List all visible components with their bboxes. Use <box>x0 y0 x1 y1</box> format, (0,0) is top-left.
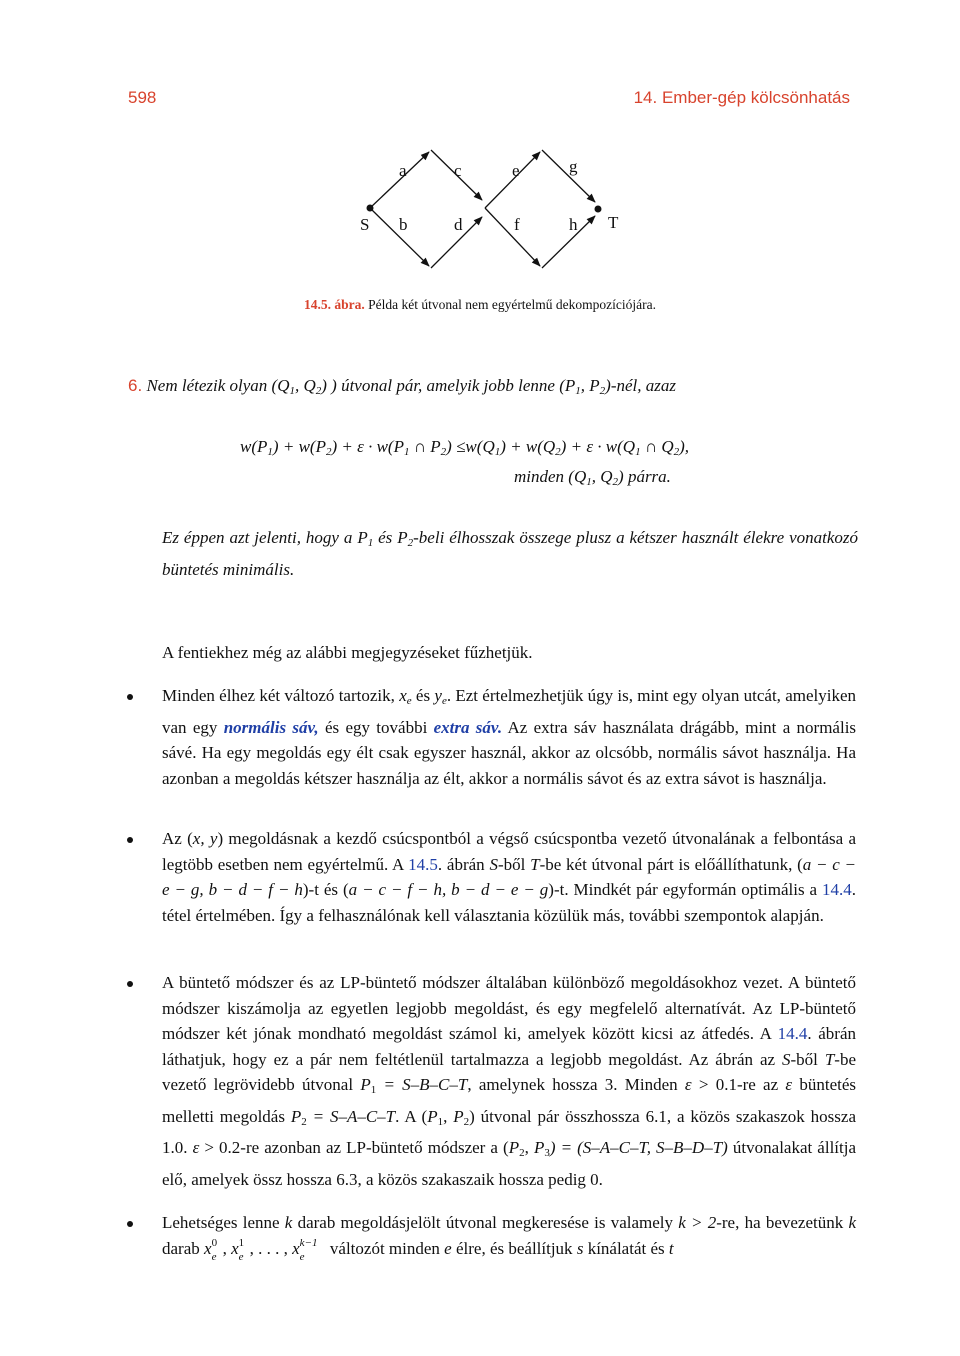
b3-text-3: -ből <box>790 1049 818 1069</box>
var-s: S <box>489 854 498 874</box>
caption-text: Példa két útvonal nem egyértelmű dekompozíciójára. <box>368 297 657 312</box>
b3-text-9: ) útvonal pár összhossza 6.1, a közös szakaszok hossza 1.0. <box>162 1106 857 1157</box>
sup-0: 0 <box>211 1236 218 1249</box>
b1-text-1: Minden élhez két változó tartozik, <box>162 686 395 705</box>
paren: ( <box>387 437 394 456</box>
sub-1: 1 <box>586 476 592 488</box>
b4-text-6: élre, és beállítjuk <box>455 1238 573 1258</box>
var-t: T <box>530 854 540 874</box>
b2-text-7: )-t. Mindkét pár egyformán optimális a <box>548 880 818 899</box>
b2-text-4: -ből <box>497 854 526 874</box>
var-p: P <box>315 437 326 456</box>
sub-1: 1 <box>403 446 410 458</box>
var-w: w <box>240 437 252 456</box>
sub-2: 2 <box>555 446 561 458</box>
sub-2: 2 <box>407 537 414 549</box>
var-p: P <box>397 528 408 547</box>
var-epsilon: ε <box>357 437 364 456</box>
path-pair-1: a − c − e − g, b − d − f − h <box>162 854 856 899</box>
var-xy: x, y <box>192 829 218 848</box>
b1-text-2: . Ezt értelmezhetjük úgy is, mint egy olyan utcát, amelyiken van egy <box>162 686 857 737</box>
node-label-g: g <box>569 157 578 176</box>
var-epsilon: ε <box>785 1075 793 1094</box>
var-w: w <box>525 437 538 456</box>
paren: ) <box>560 437 567 456</box>
comma: , <box>524 1138 529 1157</box>
b3-text-11: útvonalakat állítja elő, amelyek össz hossza 6.3, a közös szakaszaik hossza pedig 0. <box>162 1138 857 1189</box>
var-p: P <box>427 1106 438 1126</box>
var-p: P <box>564 376 576 395</box>
var-y: y <box>434 686 442 705</box>
sub-1: 1 <box>575 385 581 397</box>
bullet-4-dot <box>127 1221 133 1227</box>
bullet-3 <box>162 970 856 1192</box>
supsub-1 <box>238 1236 250 1263</box>
b2-text-2: ) megoldásnak a kezdő csúcspontból a végső csúcspontba vezető útvonalának a felbontása a legtöbb esetben nem egyértelmű. A <box>162 829 857 874</box>
page-header <box>128 88 850 116</box>
var-epsilon: ε <box>192 1138 200 1157</box>
bullet-1 <box>162 683 856 791</box>
var-q: Q <box>482 437 495 456</box>
var-k: k <box>284 1213 293 1232</box>
formula-line-1 <box>240 437 689 458</box>
b3-text-8: . A ( <box>395 1106 428 1126</box>
term-extra-lane: extra sáv. <box>433 717 503 737</box>
node-t-dot <box>595 206 602 213</box>
b3-text-10: > 0.2-re azonban az LP-büntető módszer a ( <box>204 1138 509 1157</box>
b2-text-1: Az ( <box>162 829 193 848</box>
sub-e: e <box>406 695 412 707</box>
var-p: P <box>393 437 404 456</box>
var-q: Q <box>622 437 636 456</box>
plus: + <box>341 437 353 456</box>
sub-2: 2 <box>301 1115 307 1128</box>
b1-text-4: Az extra sáv használata drágább, mint a normális sávé. Ha egy megoldás egy élt csak egyszer használ, akkor az olcsóbb, normális sávot használja. Ha azonban a megoldás kétszer használja az élt, akkor a normális sávot és az extra sávot is használja. <box>162 717 857 788</box>
expl-text-2: és <box>378 528 393 547</box>
plus: + <box>510 437 522 456</box>
sup-k-minus-1: k−1 <box>299 1236 318 1249</box>
sub-2: 2 <box>325 446 332 458</box>
sup-1: 1 <box>238 1236 245 1249</box>
bullet-4 <box>162 1210 856 1261</box>
paren-comma: ), <box>679 437 690 456</box>
theorem-ref-link[interactable]: 14.4 <box>822 880 852 899</box>
node-label-a: a <box>399 161 407 180</box>
var-p: P <box>257 437 268 456</box>
sub-1: 1 <box>437 1115 444 1128</box>
sub-e: e <box>441 695 447 707</box>
sub-e: e <box>211 1250 217 1263</box>
var-q: Q <box>542 437 556 456</box>
path-pair-2: a − c − f − h, b − d − e − g <box>348 880 549 899</box>
expl-text-1: Ez éppen azt jelenti, hogy a <box>162 528 353 547</box>
var-x: x <box>399 686 407 705</box>
bullet-2-dot <box>127 837 133 843</box>
condition-k: k > 2 <box>678 1213 717 1232</box>
paren: ( <box>476 437 483 456</box>
sub-1: 1 <box>635 446 641 458</box>
plus: + <box>570 437 583 456</box>
node-s-dot <box>367 205 374 212</box>
sub-2: 2 <box>599 385 606 397</box>
comma: , <box>222 1238 227 1258</box>
var-x: x <box>292 1238 300 1258</box>
var-epsilon: ε <box>684 1075 692 1094</box>
path-lp-result: ) = (S–A–C–T, S–B–D–T) <box>549 1138 728 1157</box>
dots: , . . . , <box>249 1238 288 1258</box>
var-w: w <box>376 437 388 456</box>
var-k: k <box>848 1213 857 1232</box>
dot: · <box>368 437 373 456</box>
item6-text-1: Nem létezik olyan ( <box>146 376 278 395</box>
node-label-b: b <box>399 215 408 234</box>
path-graph-figure <box>340 140 640 280</box>
var-q: Q <box>600 467 613 486</box>
sub-e: e <box>238 1250 244 1263</box>
paren: ( <box>309 437 316 456</box>
var-s-lower: s <box>576 1238 584 1258</box>
sub-2: 2 <box>519 1147 525 1159</box>
b1-text-3: és egy további <box>324 717 428 737</box>
b1-es: és <box>415 686 431 705</box>
b4-text-7: kínálatát és <box>587 1238 665 1258</box>
node-label-c: c <box>454 161 462 180</box>
paren: ( <box>537 437 543 456</box>
var-p: P <box>430 437 441 456</box>
term-normal-lane: normális sáv, <box>223 717 319 737</box>
sub-3: 3 <box>544 1147 550 1159</box>
dot: · <box>597 437 602 456</box>
supsub-km1 <box>299 1236 326 1263</box>
sub-2: 2 <box>463 1115 470 1128</box>
b3-text-7: büntetés melletti megoldás <box>162 1075 857 1126</box>
var-t: T <box>824 1049 835 1069</box>
var-p: P <box>589 376 600 395</box>
var-p: P <box>508 1138 520 1157</box>
remarks-intro: A fentiekhez még az alábbi megjegyzéseket fűzhetjük. <box>162 643 533 662</box>
bullet-2 <box>162 826 856 928</box>
b4-text-3: -re, ha bevezetünk <box>716 1213 844 1232</box>
var-s: S <box>782 1049 791 1069</box>
var-p: P <box>290 1106 302 1126</box>
sub-2: 2 <box>440 446 447 458</box>
var-t-lower: t <box>668 1238 674 1258</box>
explanation-paragraph <box>162 525 858 582</box>
node-label-t: T <box>608 213 619 232</box>
b3-text-2: . ábrán láthatjuk, hogy ez a pár nem feltétlenül tartalmazza a legjobb megoldást. Az ábrán az <box>162 1024 857 1069</box>
caption-label: 14.5. ábra. <box>303 297 365 312</box>
chapter-title: 14. Ember-gép kölcsönhatás <box>633 88 850 107</box>
node-label-f: f <box>514 215 520 234</box>
paren: ) <box>272 437 279 456</box>
var-p: P <box>360 1075 371 1094</box>
sub-1: 1 <box>367 537 374 549</box>
formula-line2-post: ) párra. <box>618 467 671 486</box>
var-q: Q <box>573 467 587 486</box>
var-w: w <box>465 437 477 456</box>
sub-1: 1 <box>494 446 501 458</box>
sub-1: 1 <box>289 385 295 397</box>
var-w: w <box>605 437 618 456</box>
sub-2: 2 <box>315 385 322 397</box>
formula-line2-pre: minden ( <box>514 467 574 486</box>
formula-line-2 <box>514 467 671 488</box>
edge-d-f <box>485 208 540 266</box>
var-x: x <box>204 1238 212 1258</box>
bullet-1-dot <box>127 694 133 700</box>
b2-text-5: -be két útvonal párt is előállíthatunk, ( <box>539 854 803 874</box>
b3-text-6: > 0.1-re az <box>698 1075 779 1094</box>
var-q: Q <box>661 437 674 456</box>
item6-text-2: ) ) útvonal pár, amelyik jobb lenne ( <box>321 376 565 395</box>
b2-text-6: )-t és ( <box>302 880 349 899</box>
b2-text-8: . tétel értelmében. Így a felhasználónak kell választania közülük más, további szempontok alapján. <box>162 880 857 925</box>
comma: , <box>443 1106 448 1126</box>
b4-text-4: darab <box>162 1238 200 1258</box>
plus: + <box>282 437 295 456</box>
supsub-0 <box>211 1236 223 1263</box>
var-e: e <box>444 1238 452 1258</box>
sub-2: 2 <box>612 476 619 488</box>
node-label-h: h <box>569 215 578 234</box>
node-label-s: S <box>360 215 370 234</box>
paren: ) <box>331 437 338 456</box>
var-p: P <box>533 1138 545 1157</box>
paren: ( <box>617 437 623 456</box>
bullet-3-dot <box>127 981 133 987</box>
figure-ref-link[interactable]: 14.4 <box>777 1024 808 1043</box>
b4-text-1: Lehetséges lenne <box>162 1213 280 1232</box>
sub-1: 1 <box>267 446 273 458</box>
item-6 <box>128 373 858 405</box>
expl-text-3: -beli élhosszak összege plusz a kétszer használt élekre vonatkozó büntetés minimális. <box>162 528 859 579</box>
b2-text-3: . ábrán <box>437 854 485 874</box>
item6-text-3: )-nél, azaz <box>605 376 676 395</box>
var-q: Q <box>303 376 316 395</box>
var-epsilon: ε <box>586 437 594 456</box>
comma: , <box>591 467 596 486</box>
b3-text-1: A büntető módszer és az LP-büntető módszer általában különböző megoldásokhoz vezet. A büntető módszer kiszámolja az egyetlen legjobb megoldást, és egy megfelelő alternatívát. Az LP-büntető módszer két jónak mondható megoldást számol ki, amelyek között kicsi az átfedés. A <box>162 973 856 1043</box>
var-q: Q <box>277 376 290 395</box>
page-number: 598 <box>128 88 157 107</box>
var-x: x <box>231 1238 239 1258</box>
comma: , <box>580 376 586 395</box>
var-w: w <box>298 437 310 456</box>
b3-text-4: -be vezető legrövidebb útvonal <box>162 1049 857 1094</box>
paren: ) <box>500 437 506 456</box>
intersection: ∩ <box>644 437 658 456</box>
node-label-e: e <box>512 161 520 180</box>
sub-e: e <box>299 1250 305 1263</box>
sub-1: 1 <box>370 1084 377 1096</box>
paren: ( <box>251 437 258 456</box>
item-number: 6. <box>128 376 143 395</box>
leq: ≤ <box>456 437 466 456</box>
comma: , <box>294 376 300 395</box>
intersection: ∩ <box>413 437 427 456</box>
b4-text-2: darab megoldásjelölt útvonal megkeresése is valamely <box>297 1213 674 1232</box>
node-label-d: d <box>454 215 463 234</box>
b3-text-5: , amelynek hossza 3. Minden <box>467 1075 678 1094</box>
sub-2: 2 <box>673 446 680 458</box>
b4-text-5: változót minden <box>329 1238 440 1258</box>
var-p: P <box>453 1106 464 1126</box>
path-p2: = S–A–C–T <box>312 1106 396 1126</box>
figure-caption <box>0 297 960 313</box>
var-p: P <box>357 528 368 547</box>
path-p1: = S–B–C–T <box>383 1075 468 1094</box>
paren: ) <box>446 437 452 456</box>
figure-ref-link[interactable]: 14.5 <box>408 854 438 874</box>
